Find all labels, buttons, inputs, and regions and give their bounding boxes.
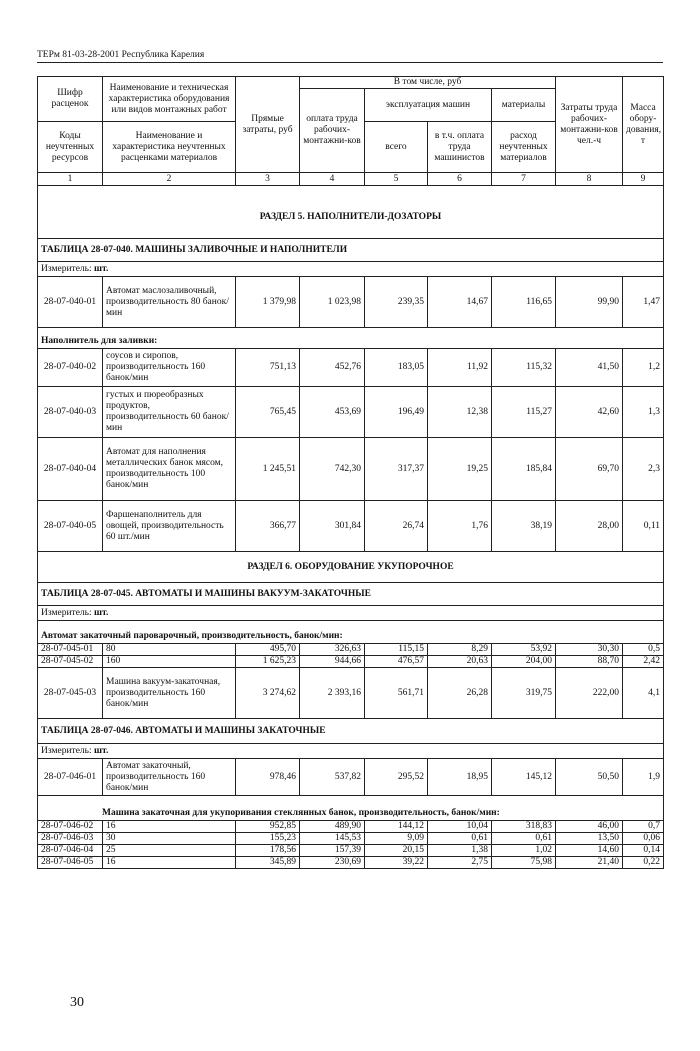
row-labor-hours: 28,00 <box>556 501 623 552</box>
row-machinists: 1,38 <box>428 845 492 857</box>
row-code: 28-07-040-01 <box>38 277 103 328</box>
row-machines: 26,74 <box>365 501 428 552</box>
row-name: густых и пюреобразных продуктов, производительность 60 банок/мин <box>103 387 236 438</box>
header-machine-operation: эксплуатация машин <box>365 89 492 122</box>
row-code: 28-07-045-01 <box>38 644 103 656</box>
row-machines: 20,15 <box>365 845 428 857</box>
row-labor: 453,69 <box>300 387 365 438</box>
row-name: 80 <box>103 644 236 656</box>
row-machines: 295,52 <box>365 759 428 796</box>
row-machinists: 1,76 <box>428 501 492 552</box>
row-materials: 318,83 <box>492 821 556 833</box>
table-040-measure-row <box>38 262 664 277</box>
table-row <box>38 759 664 796</box>
row-name: Автомат для наполнения металлических банок мясом, производительность 100 банок/мин <box>103 438 236 501</box>
header-total: всего <box>365 122 428 173</box>
table-row <box>38 845 664 857</box>
row-name: Машина вакуум-закаточная, производительность 160 банок/мин <box>103 668 236 719</box>
header-materials: материалы <box>492 89 556 122</box>
row-name: 16 <box>103 821 236 833</box>
row-direct: 765,45 <box>236 387 300 438</box>
row-labor-hours: 69,70 <box>556 438 623 501</box>
row-labor: 944,66 <box>300 656 365 668</box>
table-row <box>38 277 664 328</box>
header-mass: Масса обору-дования, т <box>623 77 664 173</box>
row-machinists: 26,28 <box>428 668 492 719</box>
row-machines: 183,05 <box>365 349 428 387</box>
row-direct: 952,85 <box>236 821 300 833</box>
row-name: Автомат маслозаливочный, производительность 80 банок/мин <box>103 277 236 328</box>
group-label: Автомат закаточный пароварочный, производительность, банок/мин: <box>38 621 664 644</box>
row-labor-hours: 46,00 <box>556 821 623 833</box>
row-mass: 2,3 <box>623 438 664 501</box>
table-045-title-row <box>38 583 664 606</box>
row-mass: 2,42 <box>623 656 664 668</box>
section-6-row <box>38 552 664 583</box>
row-direct: 1 379,98 <box>236 277 300 328</box>
row-materials: 75,98 <box>492 857 556 869</box>
row-labor-hours: 50,50 <box>556 759 623 796</box>
table-040-title-row <box>38 239 664 262</box>
table-045-measure-row <box>38 606 664 621</box>
row-labor-hours: 88,70 <box>556 656 623 668</box>
row-machines: 476,57 <box>365 656 428 668</box>
row-labor: 742,30 <box>300 438 365 501</box>
header-name-bottom: Наименование и характеристика неучтенных расценками материалов <box>103 122 236 173</box>
measure-unit <box>38 606 664 621</box>
measure-value: шт. <box>94 263 109 274</box>
col-number: 9 <box>623 173 664 186</box>
group-label: Машина закаточная для укупоривания стеклянных банок, производительность, банок/мин: <box>38 796 664 821</box>
table-040-group-row <box>38 328 664 349</box>
row-code: 28-07-040-05 <box>38 501 103 552</box>
row-labor: 452,76 <box>300 349 365 387</box>
row-machinists: 20,63 <box>428 656 492 668</box>
col-number: 5 <box>365 173 428 186</box>
row-direct: 978,46 <box>236 759 300 796</box>
row-machinists: 0,61 <box>428 833 492 845</box>
row-materials: 319,75 <box>492 668 556 719</box>
row-code: 28-07-046-04 <box>38 845 103 857</box>
row-machinists: 18,95 <box>428 759 492 796</box>
header-codes: Коды неучтенных ресурсов <box>38 122 103 173</box>
table-046-measure-row <box>38 744 664 759</box>
row-labor-hours: 14,60 <box>556 845 623 857</box>
row-materials: 0,61 <box>492 833 556 845</box>
row-materials: 145,12 <box>492 759 556 796</box>
row-name: 30 <box>103 833 236 845</box>
row-direct: 345,89 <box>236 857 300 869</box>
table-046-group-row <box>38 796 664 821</box>
row-labor-hours: 222,00 <box>556 668 623 719</box>
row-mass: 1,9 <box>623 759 664 796</box>
row-mass: 1,2 <box>623 349 664 387</box>
row-machinists: 11,92 <box>428 349 492 387</box>
row-machinists: 14,67 <box>428 277 492 328</box>
header-in-total: В том числе, руб <box>300 77 556 89</box>
table-045-group-row <box>38 621 664 644</box>
row-labor: 301,84 <box>300 501 365 552</box>
row-direct: 155,23 <box>236 833 300 845</box>
row-materials: 116,65 <box>492 277 556 328</box>
row-code: 28-07-046-02 <box>38 821 103 833</box>
row-labor-hours: 21,40 <box>556 857 623 869</box>
header-unaccounted-materials: расход неучтенных материалов <box>492 122 556 173</box>
row-labor: 537,82 <box>300 759 365 796</box>
running-head: ТЕРм 81-03-28-2001 Республика Карелия <box>37 50 663 63</box>
row-mass: 0,06 <box>623 833 664 845</box>
row-name: Фаршенаполнитель для овощей, производительность 60 шт./мин <box>103 501 236 552</box>
header-machinist-pay: в т.ч. оплата труда машинистов <box>428 122 492 173</box>
row-machines: 561,71 <box>365 668 428 719</box>
row-materials: 53,92 <box>492 644 556 656</box>
table-row <box>38 644 664 656</box>
col-number: 7 <box>492 173 556 186</box>
row-direct: 1 625,23 <box>236 656 300 668</box>
row-mass: 0,11 <box>623 501 664 552</box>
row-machines: 239,35 <box>365 277 428 328</box>
table-row <box>38 668 664 719</box>
row-mass: 0,5 <box>623 644 664 656</box>
table-title: ТАБЛИЦА 28-07-045. АВТОМАТЫ И МАШИНЫ ВАКУУМ-ЗАКАТОЧНЫЕ <box>38 583 664 606</box>
row-name: 25 <box>103 845 236 857</box>
row-code: 28-07-040-04 <box>38 438 103 501</box>
row-direct: 3 274,62 <box>236 668 300 719</box>
row-labor-hours: 30,30 <box>556 644 623 656</box>
table-row <box>38 656 664 668</box>
row-materials: 185,84 <box>492 438 556 501</box>
section-title: РАЗДЕЛ 5. НАПОЛНИТЕЛИ-ДОЗАТОРЫ <box>38 186 664 239</box>
row-mass: 1,47 <box>623 277 664 328</box>
table-row <box>38 438 664 501</box>
col-number: 6 <box>428 173 492 186</box>
measure-unit <box>38 262 664 277</box>
row-name: соусов и сиропов, производительность 160 банок/мин <box>103 349 236 387</box>
row-code: 28-07-040-02 <box>38 349 103 387</box>
header-labor-pay: оплата труда рабочих-монтажни-ков <box>300 89 365 173</box>
row-machinists: 10,04 <box>428 821 492 833</box>
row-code: 28-07-040-03 <box>38 387 103 438</box>
estimate-table <box>37 76 664 869</box>
header-cipher: Шифр расценок <box>38 77 103 122</box>
row-code: 28-07-045-03 <box>38 668 103 719</box>
row-materials: 204,00 <box>492 656 556 668</box>
row-machines: 115,15 <box>365 644 428 656</box>
row-name: Автомат закаточный, производительность 160 банок/мин <box>103 759 236 796</box>
measure-label: Измеритель: <box>41 745 92 756</box>
table-row <box>38 501 664 552</box>
header-name-top: Наименование и техническая характеристика оборудования или видов монтажных работ <box>103 77 236 122</box>
row-mass: 0,22 <box>623 857 664 869</box>
row-materials: 115,27 <box>492 387 556 438</box>
section-5-row <box>38 186 664 239</box>
row-machines: 39,22 <box>365 857 428 869</box>
row-name: 160 <box>103 656 236 668</box>
row-machinists: 12,38 <box>428 387 492 438</box>
table-046-title-row <box>38 719 664 744</box>
row-code: 28-07-046-05 <box>38 857 103 869</box>
row-labor: 1 023,98 <box>300 277 365 328</box>
row-labor: 2 393,16 <box>300 668 365 719</box>
row-labor: 230,69 <box>300 857 365 869</box>
row-machinists: 19,25 <box>428 438 492 501</box>
row-direct: 1 245,51 <box>236 438 300 501</box>
row-labor-hours: 13,50 <box>556 833 623 845</box>
row-materials: 115,32 <box>492 349 556 387</box>
table-row <box>38 833 664 845</box>
row-mass: 0,14 <box>623 845 664 857</box>
row-labor: 489,90 <box>300 821 365 833</box>
row-labor: 145,53 <box>300 833 365 845</box>
row-labor-hours: 41,50 <box>556 349 623 387</box>
row-code: 28-07-045-02 <box>38 656 103 668</box>
row-mass: 1,3 <box>623 387 664 438</box>
row-code: 28-07-046-01 <box>38 759 103 796</box>
row-code: 28-07-046-03 <box>38 833 103 845</box>
page-number: 30 <box>70 995 84 1010</box>
row-machines: 317,37 <box>365 438 428 501</box>
row-materials: 1,02 <box>492 845 556 857</box>
header-labor-costs: Затраты труда рабочих-монтажни-ков чел.-ч <box>556 77 623 173</box>
measure-value: шт. <box>94 745 109 756</box>
header-direct-costs: Прямые затраты, руб <box>236 77 300 173</box>
measure-value: шт. <box>94 607 109 618</box>
header-row-1 <box>38 77 664 89</box>
row-mass: 0,7 <box>623 821 664 833</box>
measure-label: Измеритель: <box>41 607 92 618</box>
row-labor-hours: 42,60 <box>556 387 623 438</box>
measure-label: Измеритель: <box>41 263 92 274</box>
row-direct: 178,56 <box>236 845 300 857</box>
group-label: Наполнитель для заливки: <box>38 328 664 349</box>
section-title: РАЗДЕЛ 6. ОБОРУДОВАНИЕ УКУПОРОЧНОЕ <box>38 552 664 583</box>
row-name: 16 <box>103 857 236 869</box>
table-row <box>38 387 664 438</box>
table-title: ТАБЛИЦА 28-07-040. МАШИНЫ ЗАЛИВОЧНЫЕ И НАПОЛНИТЕЛИ <box>38 239 664 262</box>
col-number: 1 <box>38 173 103 186</box>
row-materials: 38,19 <box>492 501 556 552</box>
row-machinists: 8,29 <box>428 644 492 656</box>
row-labor: 157,39 <box>300 845 365 857</box>
col-number: 8 <box>556 173 623 186</box>
row-machines: 144,12 <box>365 821 428 833</box>
table-row <box>38 821 664 833</box>
row-machinists: 2,75 <box>428 857 492 869</box>
measure-unit <box>38 744 664 759</box>
row-direct: 366,77 <box>236 501 300 552</box>
row-machines: 196,49 <box>365 387 428 438</box>
col-number: 4 <box>300 173 365 186</box>
row-labor: 326,63 <box>300 644 365 656</box>
column-numbers-row <box>38 173 664 186</box>
row-labor-hours: 99,90 <box>556 277 623 328</box>
table-title: ТАБЛИЦА 28-07-046. АВТОМАТЫ И МАШИНЫ ЗАКАТОЧНЫЕ <box>38 719 664 744</box>
col-number: 3 <box>236 173 300 186</box>
table-row <box>38 349 664 387</box>
table-row <box>38 857 664 869</box>
row-direct: 495,70 <box>236 644 300 656</box>
row-machines: 9,09 <box>365 833 428 845</box>
row-direct: 751,13 <box>236 349 300 387</box>
col-number: 2 <box>103 173 236 186</box>
row-mass: 4,1 <box>623 668 664 719</box>
